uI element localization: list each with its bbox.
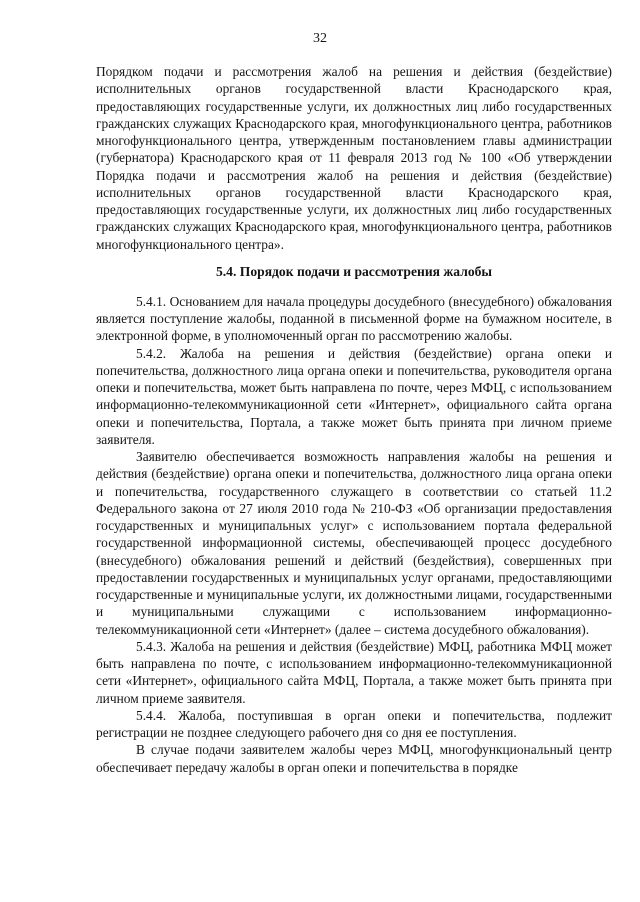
paragraph-mfc-transfer: В случае подачи заявителем жалобы через МФЦ, многофункциональный центр обеспечивает передачу жалобы в орган опеки и попечительства в порядке — [96, 742, 612, 775]
paragraph-5-4-4: 5.4.4. Жалоба, поступившая в орган опеки и попечительства, подлежит регистрации не позднее следующего рабочего дня со дня ее поступления. — [96, 707, 612, 740]
paragraph-5-4-1: 5.4.1. Основанием для начала процедуры досудебного (внесудебного) обжалования является поступление жалобы, поданной в письменной форме на бумажном носителе, в электронной форме, в уполномоченный орган по рассмотрению жалобы. — [96, 293, 612, 344]
paragraph-5-4-2: 5.4.2. Жалоба на решения и действия (бездействие) органа опеки и попечительства, должностного лица органа опеки и попечительства, руководителя органа опеки и попечительства, может быть направлена по почте, через МФЦ, с использованием информационно-телекоммуникационной сети «Интернет», официального сайта органа опеки и попечительства, Портала, а также может быть принята при личном приеме заявителя. — [96, 345, 612, 447]
paragraph-5-4-3: 5.4.3. Жалоба на решения и действия (бездействие) МФЦ, работника МФЦ может быть направлена по почте, с использованием информационно-телекоммуникационной сети «Интернет», официального сайта МФЦ, Портала, а также может быть принята при личном приеме заявителя. — [96, 638, 612, 706]
document-body — [96, 63, 612, 776]
paragraph-complaint-system: Заявителю обеспечивается возможность направления жалобы на решения и действия (бездействие) органа опеки и попечительства, должностного лица органа опеки и попечительства, государственного служащего в соответствии со статьей 11.2 Федерального закона от 27 июля 2010 года № 210-ФЗ «Об организации предоставления государственных и муниципальных услуг» с использованием портала федеральной государственной информационной системы, обеспечивающей процесс досудебного (внесудебного) обжалования решений и действий (бездействия), совершенных при предоставлении государственных и муниципальных услуг органами, предоставляющими государственные и муниципальные услуги, их должностными лицами, государственными и муниципальными служащими с использованием информационно-телекоммуникационной сети «Интернет» (далее – система досудебного обжалования). — [96, 449, 612, 637]
section-heading: 5.4. Порядок подачи и рассмотрения жалобы — [215, 263, 493, 279]
intro-paragraph: Порядком подачи и рассмотрения жалоб на решения и действия (бездействие) исполнительных органов государственной власти Краснодарского края, предоставляющих государственные услуги, их должностных лиц либо государственных гражданских служащих Краснодарского края, многофункционального центра, работников многофункционального центра, утвержденным постановлением главы администрации (губернатора) Краснодарского края от 11 февраля 2013 год № 100 «Об утверждении Порядка подачи и рассмотрения жалоб на решения и действия (бездействие) исполнительных органов государственной власти Краснодарского края, предоставляющих государственные услуги, их должностных лиц либо государственных гражданских служащих Краснодарского края, многофункционального центра, работников многофункционального центра». — [96, 64, 612, 252]
page-number: 32 — [313, 31, 327, 46]
